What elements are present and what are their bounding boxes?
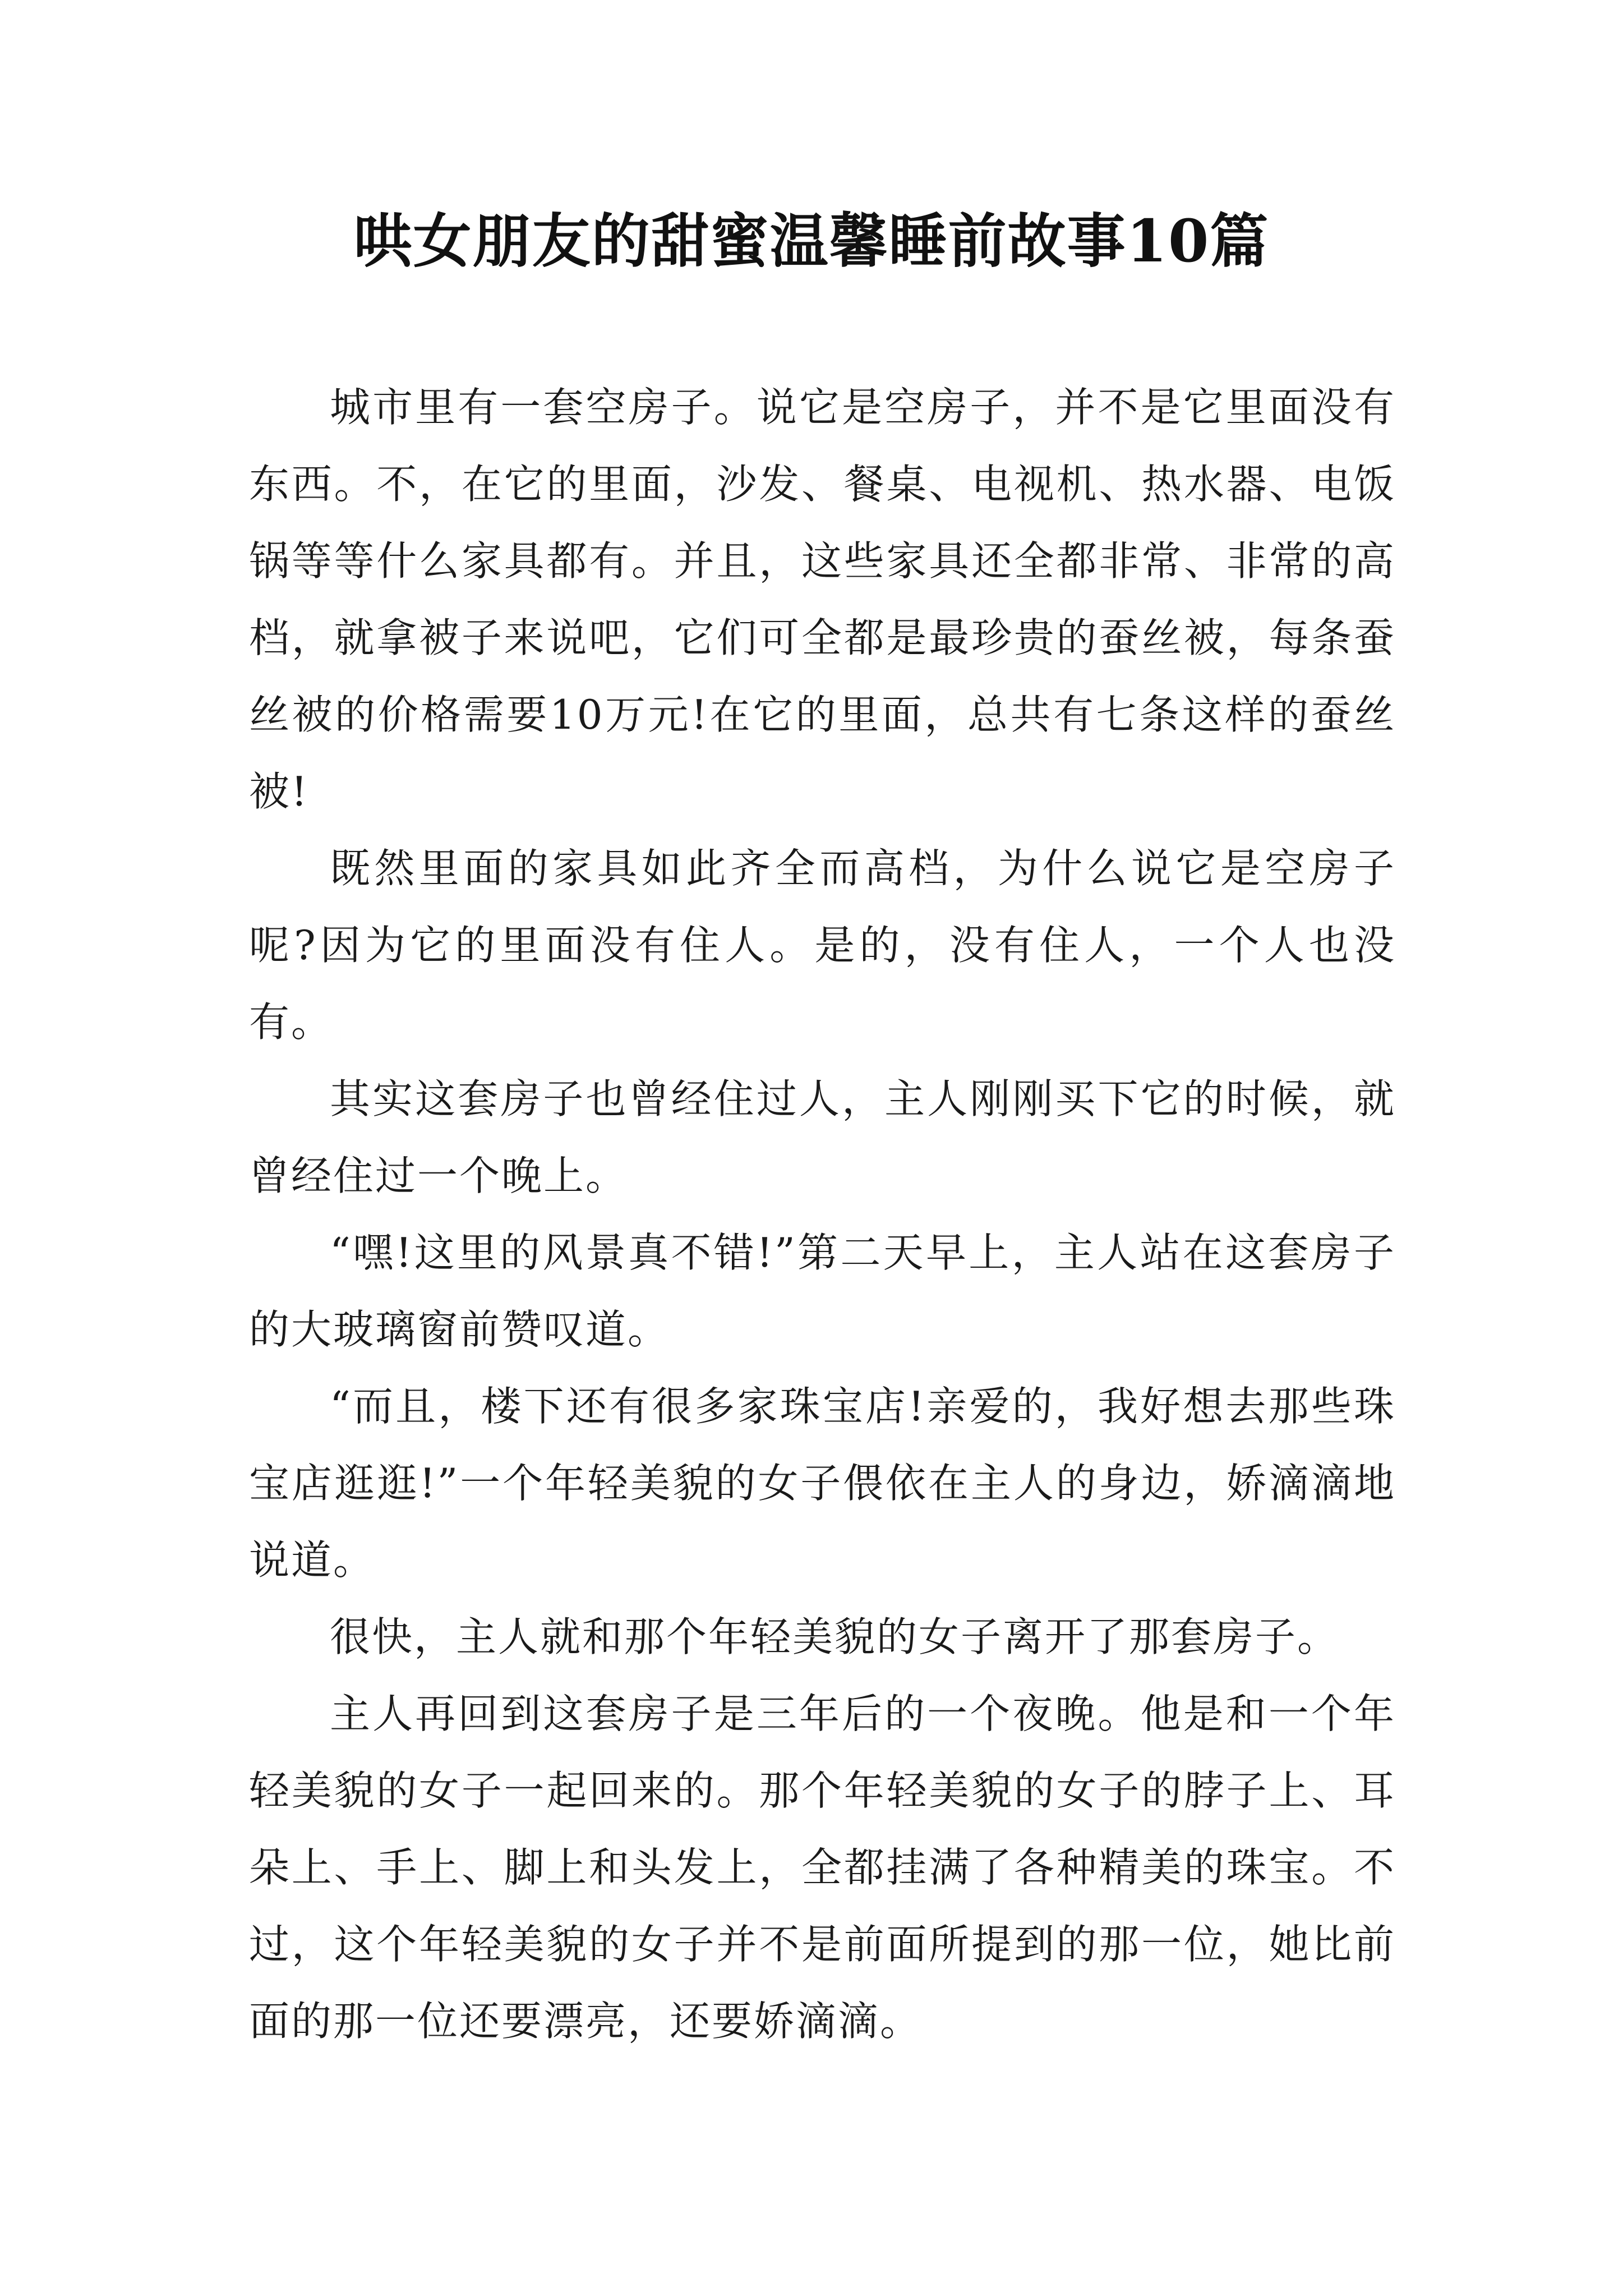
- paragraph: 很快，主人就和那个年轻美貌的女子离开了那套房子。: [330, 1613, 1340, 1660]
- paragraph: “嘿!这里的风景真不错!”第二天早上，主人站在这套房子的大玻璃窗前赞叹道。: [249, 1229, 1396, 1353]
- paragraph: 主人再回到这套房子是三年后的一个夜晚。他是和一个年轻美貌的女子一起回来的。那个年轻美貌的女子的脖子上、耳朵上、手上、脚上和头发上，全都挂满了各种精美的珠宝。不过，这个年轻美貌的女子并不是前面所提到的那一位，她比前面的那一位还要漂亮，还要娇滴滴。: [249, 1690, 1396, 2045]
- paragraph: “而且，楼下还有很多家珠宝店!亲爱的，我好想去那些珠宝店逛逛!”一个年轻美貌的女子偎依在主人的身边，娇滴滴地说道。: [249, 1383, 1396, 1584]
- document-body: [249, 369, 1396, 2060]
- paragraph: 城市里有一套空房子。说它是空房子，并不是它里面没有东西。不，在它的里面，沙发、餐桌、电视机、热水器、电饭锅等等什么家具都有。并且，这些家具还全都非常、非常的高档，就拿被子来说吧，它们可全都是最珍贵的蚕丝被，每条蚕丝被的价格需要10万元!在它的里面，总共有七条这样的蚕丝被!: [249, 384, 1396, 815]
- paragraph: 既然里面的家具如此齐全而高档，为什么说它是空房子呢?因为它的里面没有住人。是的，没有住人，一个人也没有。: [249, 845, 1396, 1046]
- document-title: 哄女朋友的甜蜜温馨睡前故事10篇: [353, 206, 1270, 275]
- paragraph: 其实这套房子也曾经住过人，主人刚刚买下它的时候，就曾经住过一个晚上。: [249, 1075, 1396, 1199]
